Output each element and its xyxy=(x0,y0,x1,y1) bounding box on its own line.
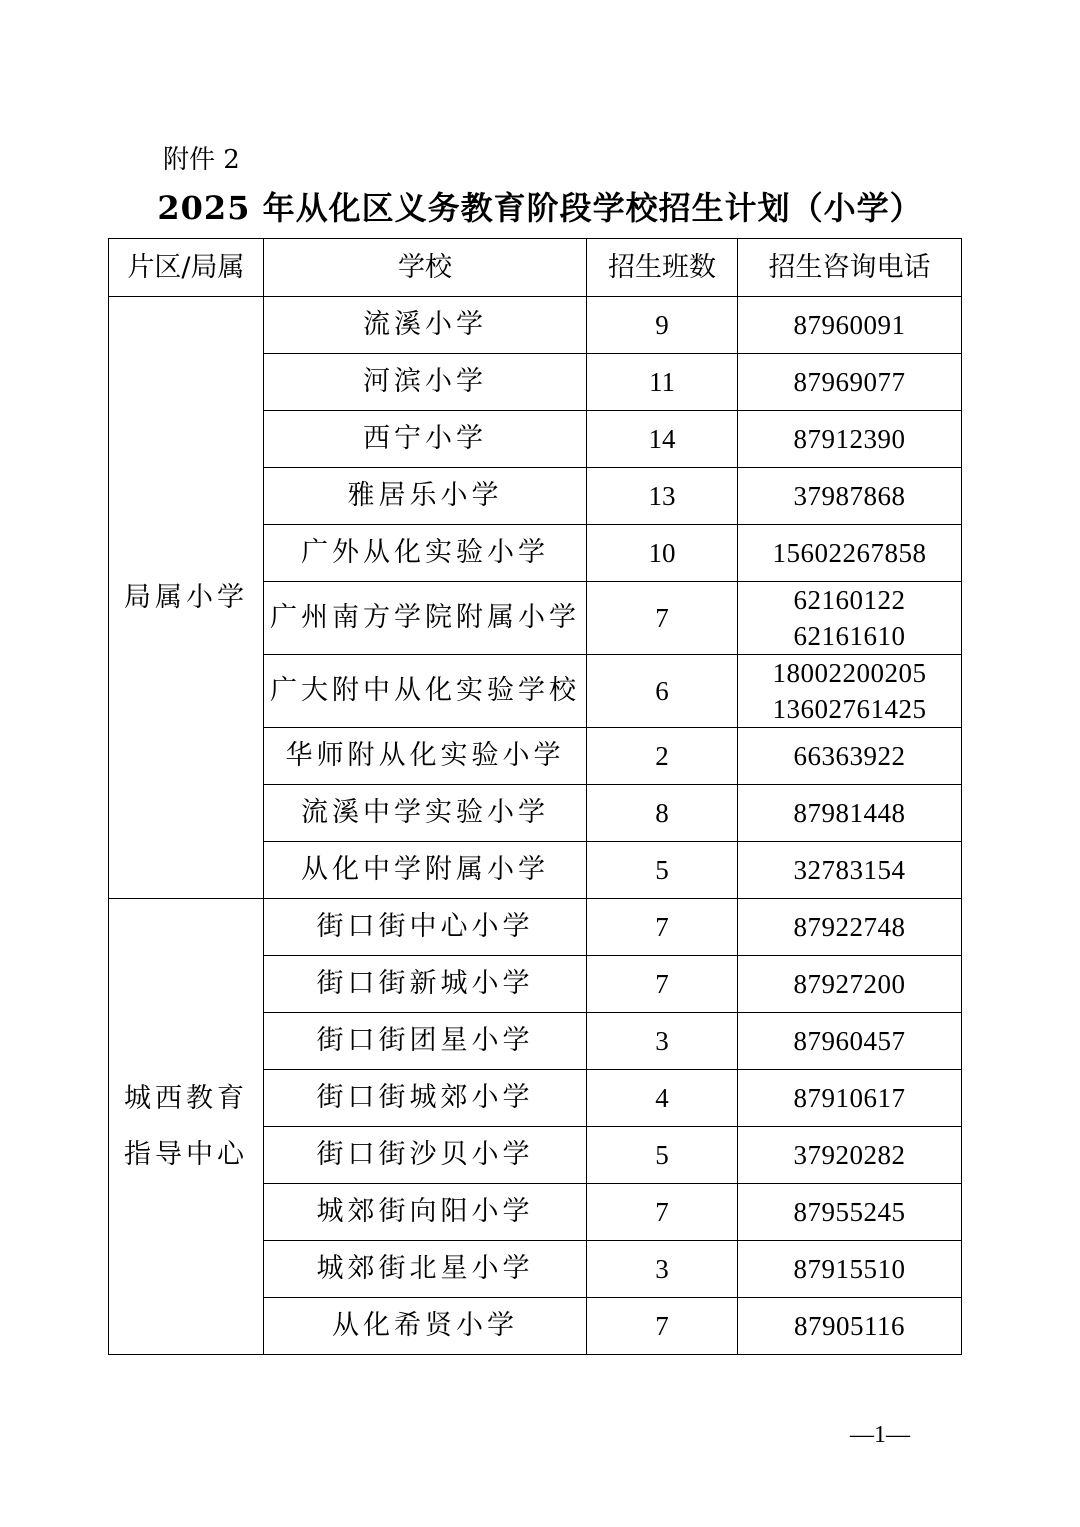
phone-cell xyxy=(738,899,962,956)
class-count-cell: 3 xyxy=(587,1013,738,1070)
phone-cell xyxy=(738,1127,962,1184)
phone-cell xyxy=(738,655,962,728)
page-number: —1— xyxy=(850,1422,910,1448)
class-count-cell: 13 xyxy=(587,468,738,525)
phone-number: 62160122 xyxy=(793,585,906,615)
attachment-label: 附件 2 xyxy=(163,145,240,175)
class-count-cell: 9 xyxy=(587,297,738,354)
class-count-cell: 11 xyxy=(587,354,738,411)
phone-number: 18002200205 xyxy=(772,658,927,688)
region-cell xyxy=(109,899,264,1355)
phone-number: 87922748 xyxy=(793,912,906,942)
phone-number: 13602761425 xyxy=(772,694,927,724)
class-count-cell: 7 xyxy=(587,582,738,655)
phone-number: 87960457 xyxy=(793,1026,906,1056)
school-cell: 流溪中学实验小学 xyxy=(264,785,587,842)
class-count-cell: 7 xyxy=(587,1184,738,1241)
region-label: 指导中心 xyxy=(124,1138,248,1170)
phone-cell xyxy=(738,468,962,525)
school-cell: 广州南方学院附属小学 xyxy=(264,582,587,655)
header-region: 片区/局属 xyxy=(109,239,264,297)
phone-number: 62161610 xyxy=(793,621,906,651)
phone-cell xyxy=(738,785,962,842)
enrollment-table xyxy=(108,238,962,1355)
phone-cell xyxy=(738,956,962,1013)
school-cell: 流溪小学 xyxy=(264,297,587,354)
school-cell: 华师附从化实验小学 xyxy=(264,728,587,785)
school-cell: 广外从化实验小学 xyxy=(264,525,587,582)
phone-cell xyxy=(738,1070,962,1127)
phone-number: 87981448 xyxy=(793,798,906,828)
table-header-row xyxy=(109,239,962,297)
phone-number: 15602267858 xyxy=(772,538,927,568)
phone-number: 87955245 xyxy=(793,1197,906,1227)
phone-number: 37920282 xyxy=(793,1140,906,1170)
table-body xyxy=(109,297,962,1355)
school-cell: 从化中学附属小学 xyxy=(264,842,587,899)
phone-number: 37987868 xyxy=(793,481,906,511)
school-cell: 从化希贤小学 xyxy=(264,1298,587,1355)
class-count-cell: 4 xyxy=(587,1070,738,1127)
school-cell: 街口街中心小学 xyxy=(264,899,587,956)
class-count-cell: 3 xyxy=(587,1241,738,1298)
phone-cell xyxy=(738,525,962,582)
region-label: 城西教育 xyxy=(124,1082,248,1114)
phone-number: 87905116 xyxy=(794,1311,905,1341)
phone-cell xyxy=(738,1184,962,1241)
school-cell: 广大附中从化实验学校 xyxy=(264,655,587,728)
table-row xyxy=(109,899,962,956)
phone-number: 87969077 xyxy=(793,367,906,397)
phone-number: 87915510 xyxy=(793,1254,906,1284)
region-cell xyxy=(109,297,264,899)
class-count-cell: 7 xyxy=(587,1298,738,1355)
phone-cell xyxy=(738,354,962,411)
region-label: 局属小学 xyxy=(124,581,248,613)
school-cell: 城郊街北星小学 xyxy=(264,1241,587,1298)
school-cell: 街口街新城小学 xyxy=(264,956,587,1013)
phone-number: 32783154 xyxy=(793,855,906,885)
school-cell: 西宁小学 xyxy=(264,411,587,468)
school-cell: 河滨小学 xyxy=(264,354,587,411)
phone-number: 87927200 xyxy=(793,969,906,999)
phone-cell xyxy=(738,842,962,899)
phone-cell xyxy=(738,1298,962,1355)
class-count-cell: 5 xyxy=(587,842,738,899)
phone-number: 66363922 xyxy=(793,741,906,771)
class-count-cell: 8 xyxy=(587,785,738,842)
phone-number: 87910617 xyxy=(793,1083,906,1113)
class-count-cell: 7 xyxy=(587,956,738,1013)
table-row xyxy=(109,297,962,354)
header-classes: 招生班数 xyxy=(587,239,738,297)
phone-cell xyxy=(738,411,962,468)
class-count-cell: 7 xyxy=(587,899,738,956)
phone-cell xyxy=(738,582,962,655)
phone-cell xyxy=(738,728,962,785)
phone-cell xyxy=(738,297,962,354)
class-count-cell: 2 xyxy=(587,728,738,785)
header-school: 学校 xyxy=(264,239,587,297)
school-cell: 雅居乐小学 xyxy=(264,468,587,525)
class-count-cell: 6 xyxy=(587,655,738,728)
document-title: 2025 年从化区义务教育阶段学校招生计划（小学） xyxy=(157,189,923,227)
school-cell: 街口街沙贝小学 xyxy=(264,1127,587,1184)
phone-number: 87912390 xyxy=(793,424,906,454)
phone-number: 87960091 xyxy=(793,310,906,340)
class-count-cell: 5 xyxy=(587,1127,738,1184)
school-cell: 城郊街向阳小学 xyxy=(264,1184,587,1241)
class-count-cell: 14 xyxy=(587,411,738,468)
phone-cell xyxy=(738,1013,962,1070)
class-count-cell: 10 xyxy=(587,525,738,582)
phone-cell xyxy=(738,1241,962,1298)
header-phone: 招生咨询电话 xyxy=(738,239,962,297)
school-cell: 街口街团星小学 xyxy=(264,1013,587,1070)
school-cell: 街口街城郊小学 xyxy=(264,1070,587,1127)
